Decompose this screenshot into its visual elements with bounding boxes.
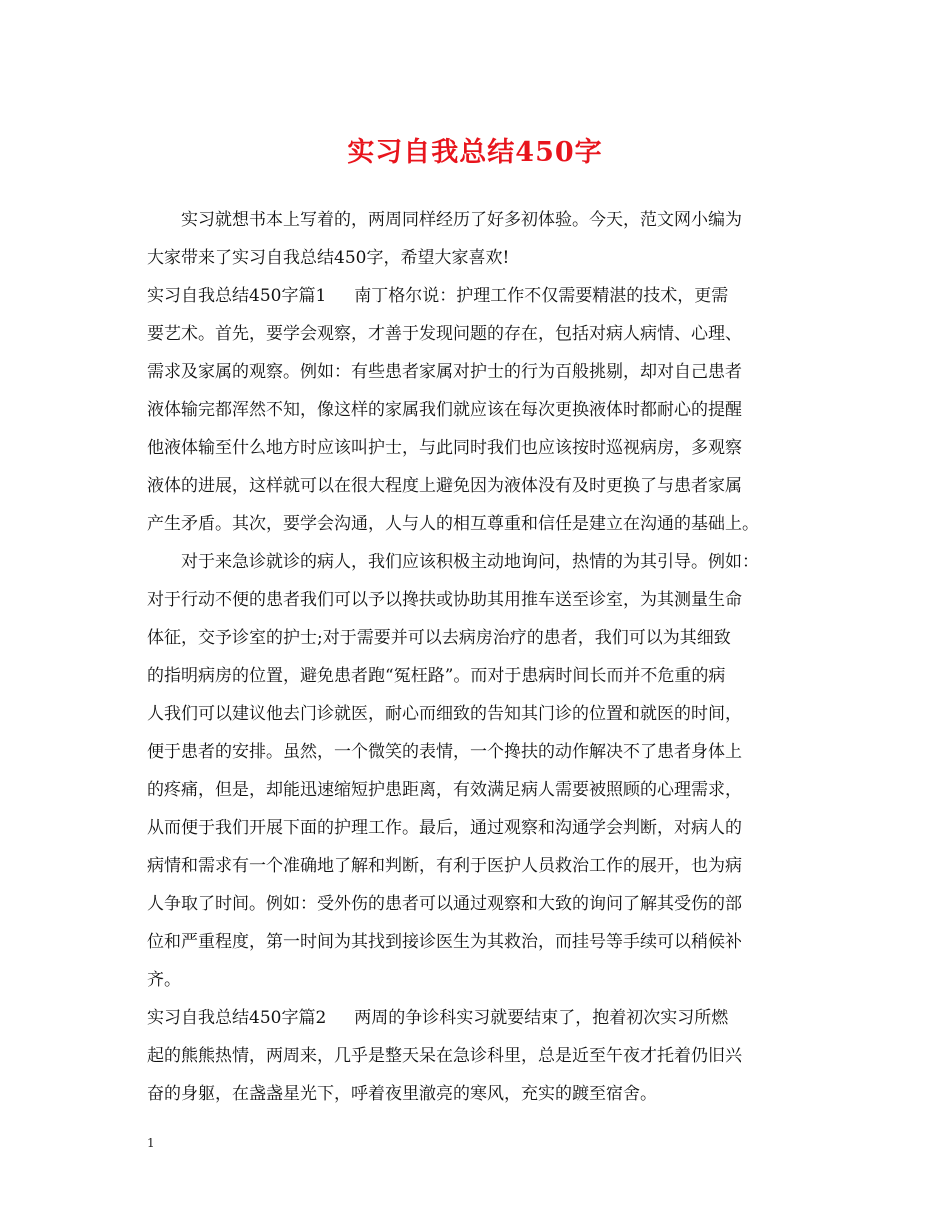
- section-1-heading: 实习自我总结450字篇1: [147, 286, 327, 306]
- section-1-paragraph-2-line: 人争取了时间。例如：受外伤的患者可以通过观察和大致的询问了解其受伤的部: [147, 894, 742, 914]
- section-2-line: 起的熊熊热情，两周来，几乎是整天呆在急诊科里，总是近至午夜才托着仍旧兴: [147, 1046, 742, 1066]
- page-number: 1: [147, 1136, 155, 1150]
- section-1-first-line: [147, 286, 827, 306]
- section-1-line: 液体的进展，这样就可以在很大程度上避免因为液体没有及时更换了与患者家属: [147, 476, 742, 496]
- section-1-paragraph-2-line: 齐。: [147, 970, 181, 990]
- section-1-paragraph-2-line: 从而便于我们开展下面的护理工作。最后，通过观察和沟通学会判断，对病人的: [147, 818, 742, 838]
- section-1-paragraph-2-line: 便于患者的安排。虽然，一个微笑的表情，一个搀扶的动作解决不了患者身体上: [147, 742, 742, 762]
- section-1-line: 产生矛盾。其次，要学会沟通，人与人的相互尊重和信任是建立在沟通的基础上。: [147, 514, 759, 534]
- section-2-line: 奋的身躯，在盏盏星光下，呼着夜里澈亮的寒风，充实的踱至宿舍。: [147, 1084, 657, 1104]
- intro-line: 实习就想书本上写着的，两周同样经历了好多初体验。今天，范文网小编为: [181, 210, 742, 230]
- document-title: 实习自我总结450字: [347, 137, 603, 168]
- section-2-heading: 实习自我总结450字篇2: [147, 1008, 327, 1028]
- intro-line: 大家带来了实习自我总结450字，希望大家喜欢!: [147, 248, 510, 268]
- section-2-text: 两周的争诊科实习就要结束了，抱着初次实习所燃: [354, 1008, 729, 1028]
- section-1-paragraph-2-line: 位和严重程度，第一时间为其找到接诊医生为其救治，而挂号等手续可以稍候补: [147, 932, 742, 952]
- section-1-paragraph-2-line: 人我们可以建议他去门诊就医，耐心而细致的告知其门诊的位置和就医的时间，: [147, 704, 742, 724]
- section-1-paragraph-2-line: 体征，交予诊室的护士;对于需要并可以去病房治疗的患者，我们可以为其细致: [147, 628, 731, 648]
- section-1-text: 南丁格尔说：护理工作不仅需要精湛的技术，更需: [354, 286, 729, 306]
- section-1-line: 需求及家属的观察。例如：有些患者家属对护士的行为百般挑剔，却对自己患者: [147, 362, 742, 382]
- section-1-paragraph-2-line: 对于行动不便的患者我们可以予以搀扶或协助其用推车送至诊室，为其测量生命: [147, 590, 742, 610]
- section-1-line: 液体输完都浑然不知，像这样的家属我们就应该在每次更换液体时都耐心的提醒: [147, 400, 742, 420]
- section-1-line: 要艺术。首先，要学会观察，才善于发现问题的存在，包括对病人病情、心理、: [147, 324, 742, 344]
- section-1-line: 他液体输至什么地方时应该叫护士，与此同时我们也应该按时巡视病房，多观察: [147, 438, 742, 458]
- section-1-paragraph-2-line: 对于来急诊就诊的病人，我们应该积极主动地询问，热情的为其引导。例如：: [181, 552, 759, 572]
- section-2-first-line: [147, 1008, 827, 1028]
- section-1-paragraph-2-line: 病情和需求有一个准确地了解和判断，有利于医护人员救治工作的展开，也为病: [147, 856, 742, 876]
- section-1-paragraph-2-line: 的疼痛，但是，却能迅速缩短护患距离，有效满足病人需要被照顾的心理需求，: [147, 780, 742, 800]
- section-1-paragraph-2-line: 的指明病房的位置，避免患者跑“冤枉路”。而对于患病时间长而并不危重的病: [147, 666, 726, 686]
